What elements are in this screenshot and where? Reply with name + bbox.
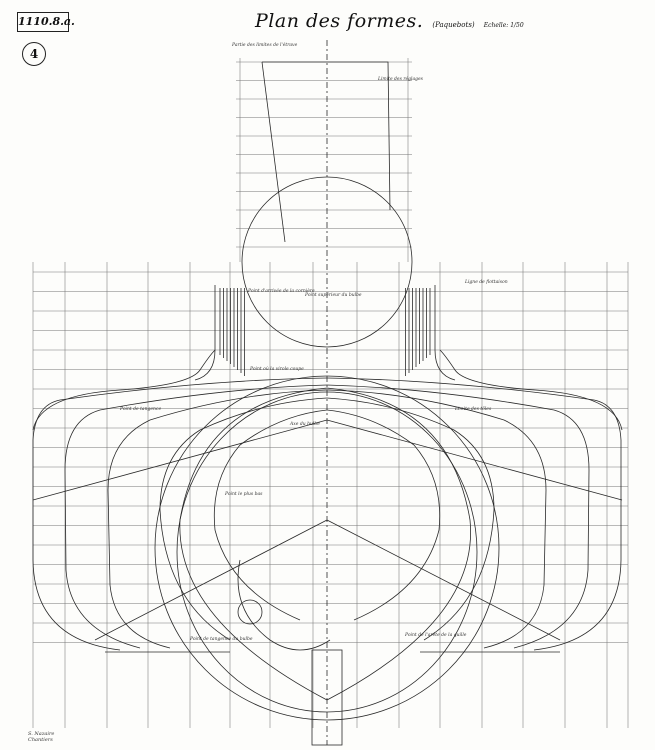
annotation-label: Point de l'arête de la quille: [405, 633, 467, 638]
annotation-label: Point de tangence: [120, 407, 162, 412]
stamp-line-2: Chantiers: [28, 737, 53, 743]
diagonal-line: [327, 420, 622, 500]
hull-section-right: [327, 410, 440, 620]
annotation-label: Ligne de flottaison: [465, 280, 508, 285]
bulb-inner-circle: [177, 392, 477, 712]
hull-section-left: [65, 385, 327, 648]
drawing-title: Plan des formes.: [255, 10, 424, 32]
annotation-label: Point de tangence du bulbe: [190, 637, 253, 642]
annotation-label: Point le plus bas: [225, 492, 263, 497]
office-stamp: [28, 731, 54, 743]
outer-sweep-right: [440, 350, 622, 430]
diagonal-line: [33, 420, 327, 500]
annotation-label: Point d'arrivée de la cornière: [248, 289, 315, 294]
annotation-label: Limite des tôles: [455, 407, 492, 412]
annotation-label: Partie des limites de l'étrave: [232, 43, 298, 48]
drawing-reference: 1110.8.a.: [17, 12, 69, 32]
drawing-subtitle: (Paquebots): [432, 21, 475, 29]
hull-section-left: [33, 378, 327, 650]
diagonal-line: [327, 520, 560, 640]
hull-section-right: [327, 385, 589, 648]
diagonal-line: [95, 520, 327, 640]
sheet-number-badge: 4: [22, 42, 46, 66]
annotation-label: Axe du bulbe: [290, 422, 320, 427]
hull-section-right: [327, 378, 621, 650]
stem-outline: [262, 62, 390, 242]
bulb-curve-left: [180, 388, 327, 700]
stamp-line-1: S. Nazaire: [28, 731, 55, 737]
annotation-label: Limite des réglages: [378, 77, 423, 82]
annotation-label: Point supérieur du bulbe: [305, 293, 362, 298]
hull-sections: [33, 40, 622, 745]
hull-section-left: [214, 410, 327, 620]
annotation-label: Point où la virole coupe: [250, 367, 304, 372]
drawing-scale: Echelle: 1/50: [483, 22, 524, 29]
outer-sweep-left: [33, 350, 215, 430]
